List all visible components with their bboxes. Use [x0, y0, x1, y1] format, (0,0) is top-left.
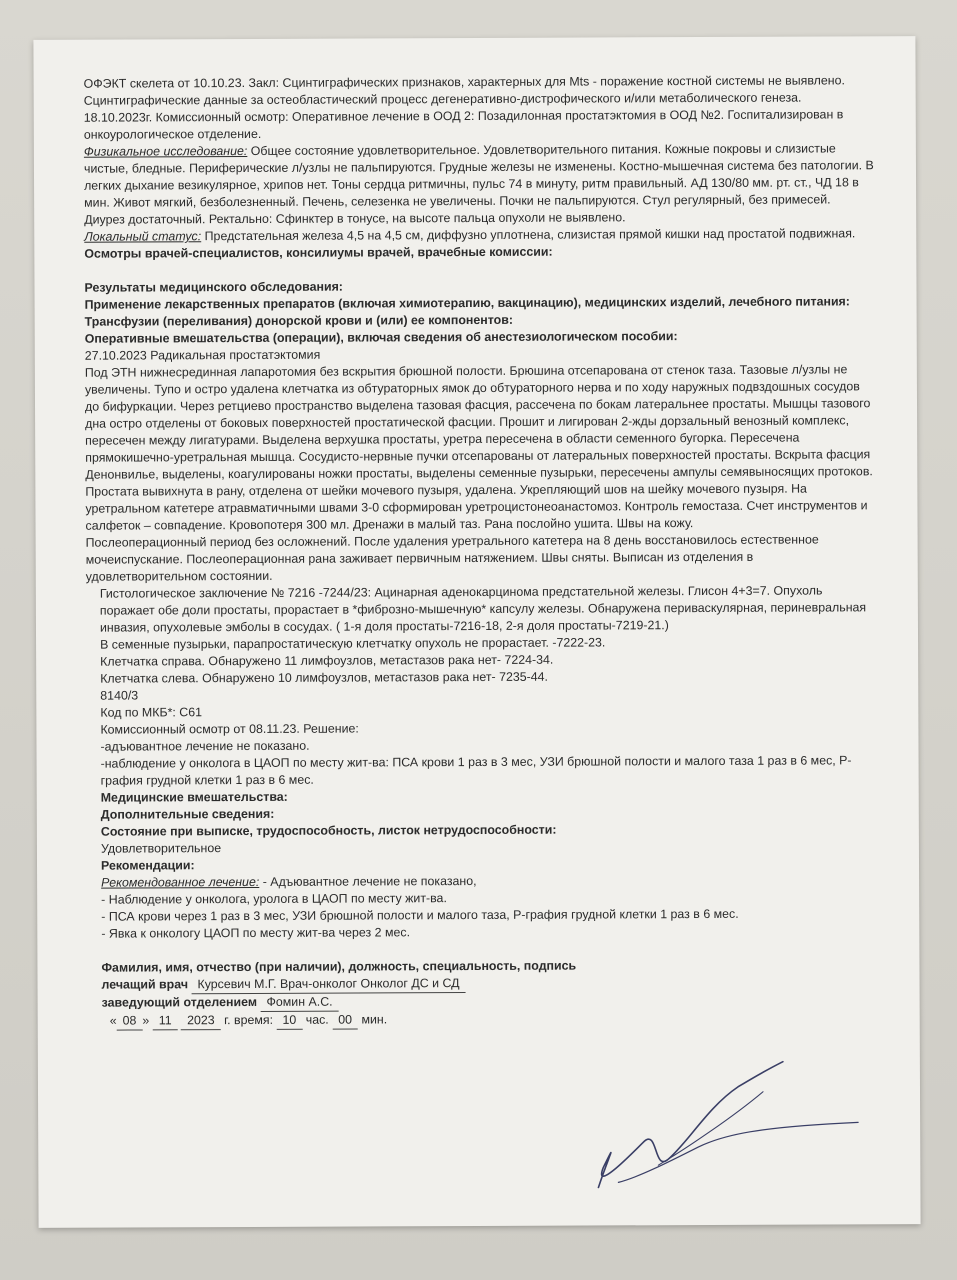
doctor-label: лечащий врач [101, 977, 189, 992]
commission-paragraph: 18.10.2023г. Комиссионный осмотр: Оперативное лечение в ООД 2: Позадилонная простатэктомия в ООД №2. Госпитализирован в онкоурологическое отделение. [83, 107, 844, 142]
state-value: Удовлетворительное [100, 841, 222, 856]
recommended-treatment-label: Рекомендованное лечение: [101, 874, 260, 890]
physical-exam-paragraph [84, 140, 874, 228]
handwritten-signature [558, 1046, 879, 1197]
commission-line: Комиссионный осмотр от 08.11.23. Решение: [100, 721, 359, 737]
decision-2: -наблюдение у онколога в ЦАОП по месту жит-ва: ПСА крови 1 раз в 3 мес, УЗИ брюшной полости и малого таза 1 раз в 6 мес, Р-графия грудной клетки 1 раз в 6 мес. [100, 753, 852, 788]
heading-results: Результаты медицинского обследования: [84, 279, 343, 295]
document-page [33, 36, 920, 1228]
date-minutes-label: мин. [361, 1012, 388, 1027]
local-status-text: Предстательная железа 4,5 на 4,5 см, диффузно уплотнена, слизистая прямой кишки над простатой подвижная. [201, 226, 856, 244]
seminal-line: В семенные пузырьки, парапростатическую клетчатку опухоль не прорастает. -7222-23. [100, 635, 606, 652]
date-time-label: г. время: [224, 1012, 274, 1028]
decision-1: -адъювантное лечение не показано. [100, 738, 310, 754]
heading-state: Состояние при выписке, трудоспособность, листок нетрудоспособности: [100, 822, 557, 839]
mkb-code: Код по МКБ*: С61 [100, 705, 203, 720]
date-quote-open: « [109, 1013, 117, 1028]
heading-recommendations: Рекомендации: [100, 858, 195, 873]
rec-2: - Наблюдение у онколога, уролога в ЦАОП по месту жит-ва. [101, 891, 447, 907]
heading-interventions: Медицинские вмешательства: [100, 789, 288, 805]
rec-4: - Явка к онкологу ЦАОП по месту жит-ва через 2 мес. [101, 925, 411, 941]
heading-drugs: Применение лекарственных препаратов (включая химиотерапию, вакцинацию), медицинских изделий, лечебного питания: [84, 294, 850, 312]
rec-1: - Адъювантное лечение не показано, [259, 874, 477, 889]
heading-operations: Оперативные вмешательства (операции), включая сведения об анестезиологическом пособии: [84, 329, 678, 346]
postop-paragraph: Послеоперационный период без осложнений. После удаления уретрального катетера на 8 день восстановилось естественное мочеиспускание. Послеоперационная рана заживает первичным натяжением. Швы сняты. Выписан из отделения в удовлетворительном состоянии. [85, 532, 819, 584]
operation-title: 27.10.2023 Радикальная простатэктомия [84, 347, 321, 363]
spect-paragraph: ОФЭКТ скелета от 10.10.23. Закл: Сцинтиграфических признаков, характерных для Mts - поражение костной системы не выявлено. Сцинтиграфические данные за остеобластический процесс дегенеративно-дистрофического и/или метаболического генеза. [83, 73, 845, 108]
heading-transfusion: Трансфузии (переливания) донорской крови и (или) ее компонентов: [84, 312, 513, 329]
date-hour-label: час. [305, 1012, 329, 1027]
morph-code: 8140/3 [100, 688, 139, 703]
signature-header: Фамилия, имя, отчество (при наличии), должность, специальность, подпись [101, 958, 577, 975]
date-month: 11 [153, 1012, 178, 1030]
document-body [84, 72, 878, 1030]
date-year: 2023 [181, 1012, 221, 1030]
heading-additional: Дополнительные сведения: [100, 806, 275, 822]
head-value: Фомин А.С. [260, 994, 338, 1012]
date-line [88, 1009, 878, 1030]
date-day: 08 [117, 1012, 143, 1030]
physical-exam-label: Физикальное исследование: [83, 143, 248, 159]
local-status-label: Локальный статус: [84, 229, 202, 244]
date-quote-close: » [142, 1013, 150, 1028]
rec-3: - ПСА крови через 1 раз в 3 мес, УЗИ брюшной полости и малого таза, Р-графия грудной клетки 1 раз в 6 мес. [101, 906, 739, 924]
heading-exams: Осмотры врачей-специалистов, консилиумы врачей, врачебные комиссии: [84, 244, 553, 261]
fat-left-line: Клетчатка слева. Обнаружено 10 лимфоузлов, метастазов рака нет- 7235-44. [100, 669, 549, 686]
doctor-value: Курсевич М.Г. Врач-онколог Онколог ДС и СД [191, 975, 465, 994]
physical-exam-text: Общее состояние удовлетворительное. Удовлетворительного питания. Кожные покровы и слизистые чистые, бледные. Периферические л/узлы не пальпируются. Грудные железы не изменены. Костно-мышечная система без патологии. В легких дыхание везикулярное, хрипов нет. Тоны сердца ритмичны, пульс 74 в минуту, ритм правильный. АД 130/80 мм. рт. ст., ЧД 18 в мин. Живот мягкий, безболезненный. Печень, селезенка не увеличены. Почки не пальпируются. Стул регулярный, без примесей. Диурез достаточный. Ректально: Сфинктер в тонусе, на высоте пальца опухоли не выявлено. [83, 141, 874, 227]
local-status-paragraph [84, 225, 874, 245]
date-hour: 10 [276, 1012, 302, 1030]
head-label: заведующий отделением [101, 994, 258, 1010]
date-minutes: 00 [332, 1012, 358, 1030]
fat-right-line: Клетчатка справа. Обнаружено 11 лимфоузлов, метастазов рака нет- 7224-34. [100, 652, 554, 669]
histology-paragraph: Гистологическое заключение № 7216 -7244/23: Ацинарная аденокарцинома предстательной железы. Глисон 4+3=7. Опухоль поражает обе доли простаты, прорастает в *фиброзно-мышечную* капсулу железы. Обнаружена периваскулярная, периневральная инвазия, опухолевые эмболы в сосудах. ( 1-я доля простаты-7216-18, 2-я доля простаты-7219-21.) [99, 583, 867, 635]
operation-description: Под ЭТН нижнесрединная лапаротомия без вскрытия брюшной полости. Брюшина отсепарована от стенок таза. Тазовые л/узлы не увеличены. Тупо и остро удалена клетчатка из обтураторных ямок до обтураторного нерва и по ходу наружных подвздошных сосудов до бифуркации. Через ретциево пространство выделена тазовая фасция, рассечена по бокам латеральнее простаты. Мышцы тазового дна остро отделены от боковых поверхностей простатической фасции. Прошит и лигирован 2-жды дорзальный венозный комплекс, пересечен между лигатурами. Выделена верхушка простаты, уретра пересечена в области семенного бугорка. Пересечена прямокишечно-уретральная мышца. Сосудисто-нервные пучки отсепарованы от латеральных поверхностей простаты. Вскрыта фасция Денонвилье, выделены, коагулированы ножки простаты, выделены семенные пузырьки, пересечены ампулы семявыносящих протоков. Простата вывихнута в рану, отделена от шейки мочевого пузыря, удалена. Укрепляющий шов на шейку мочевого пузыря. На уретральном катетере атравматичными швами 3-0 сформирован уретроцистонеоанастомоз. Контроль гемостаза. Счет инструментов и салфеток – совпадение. Кровопотеря 300 мл. Дренажи в малый таз. Рана послойно ушита. Швы на кожу. [84, 362, 873, 533]
